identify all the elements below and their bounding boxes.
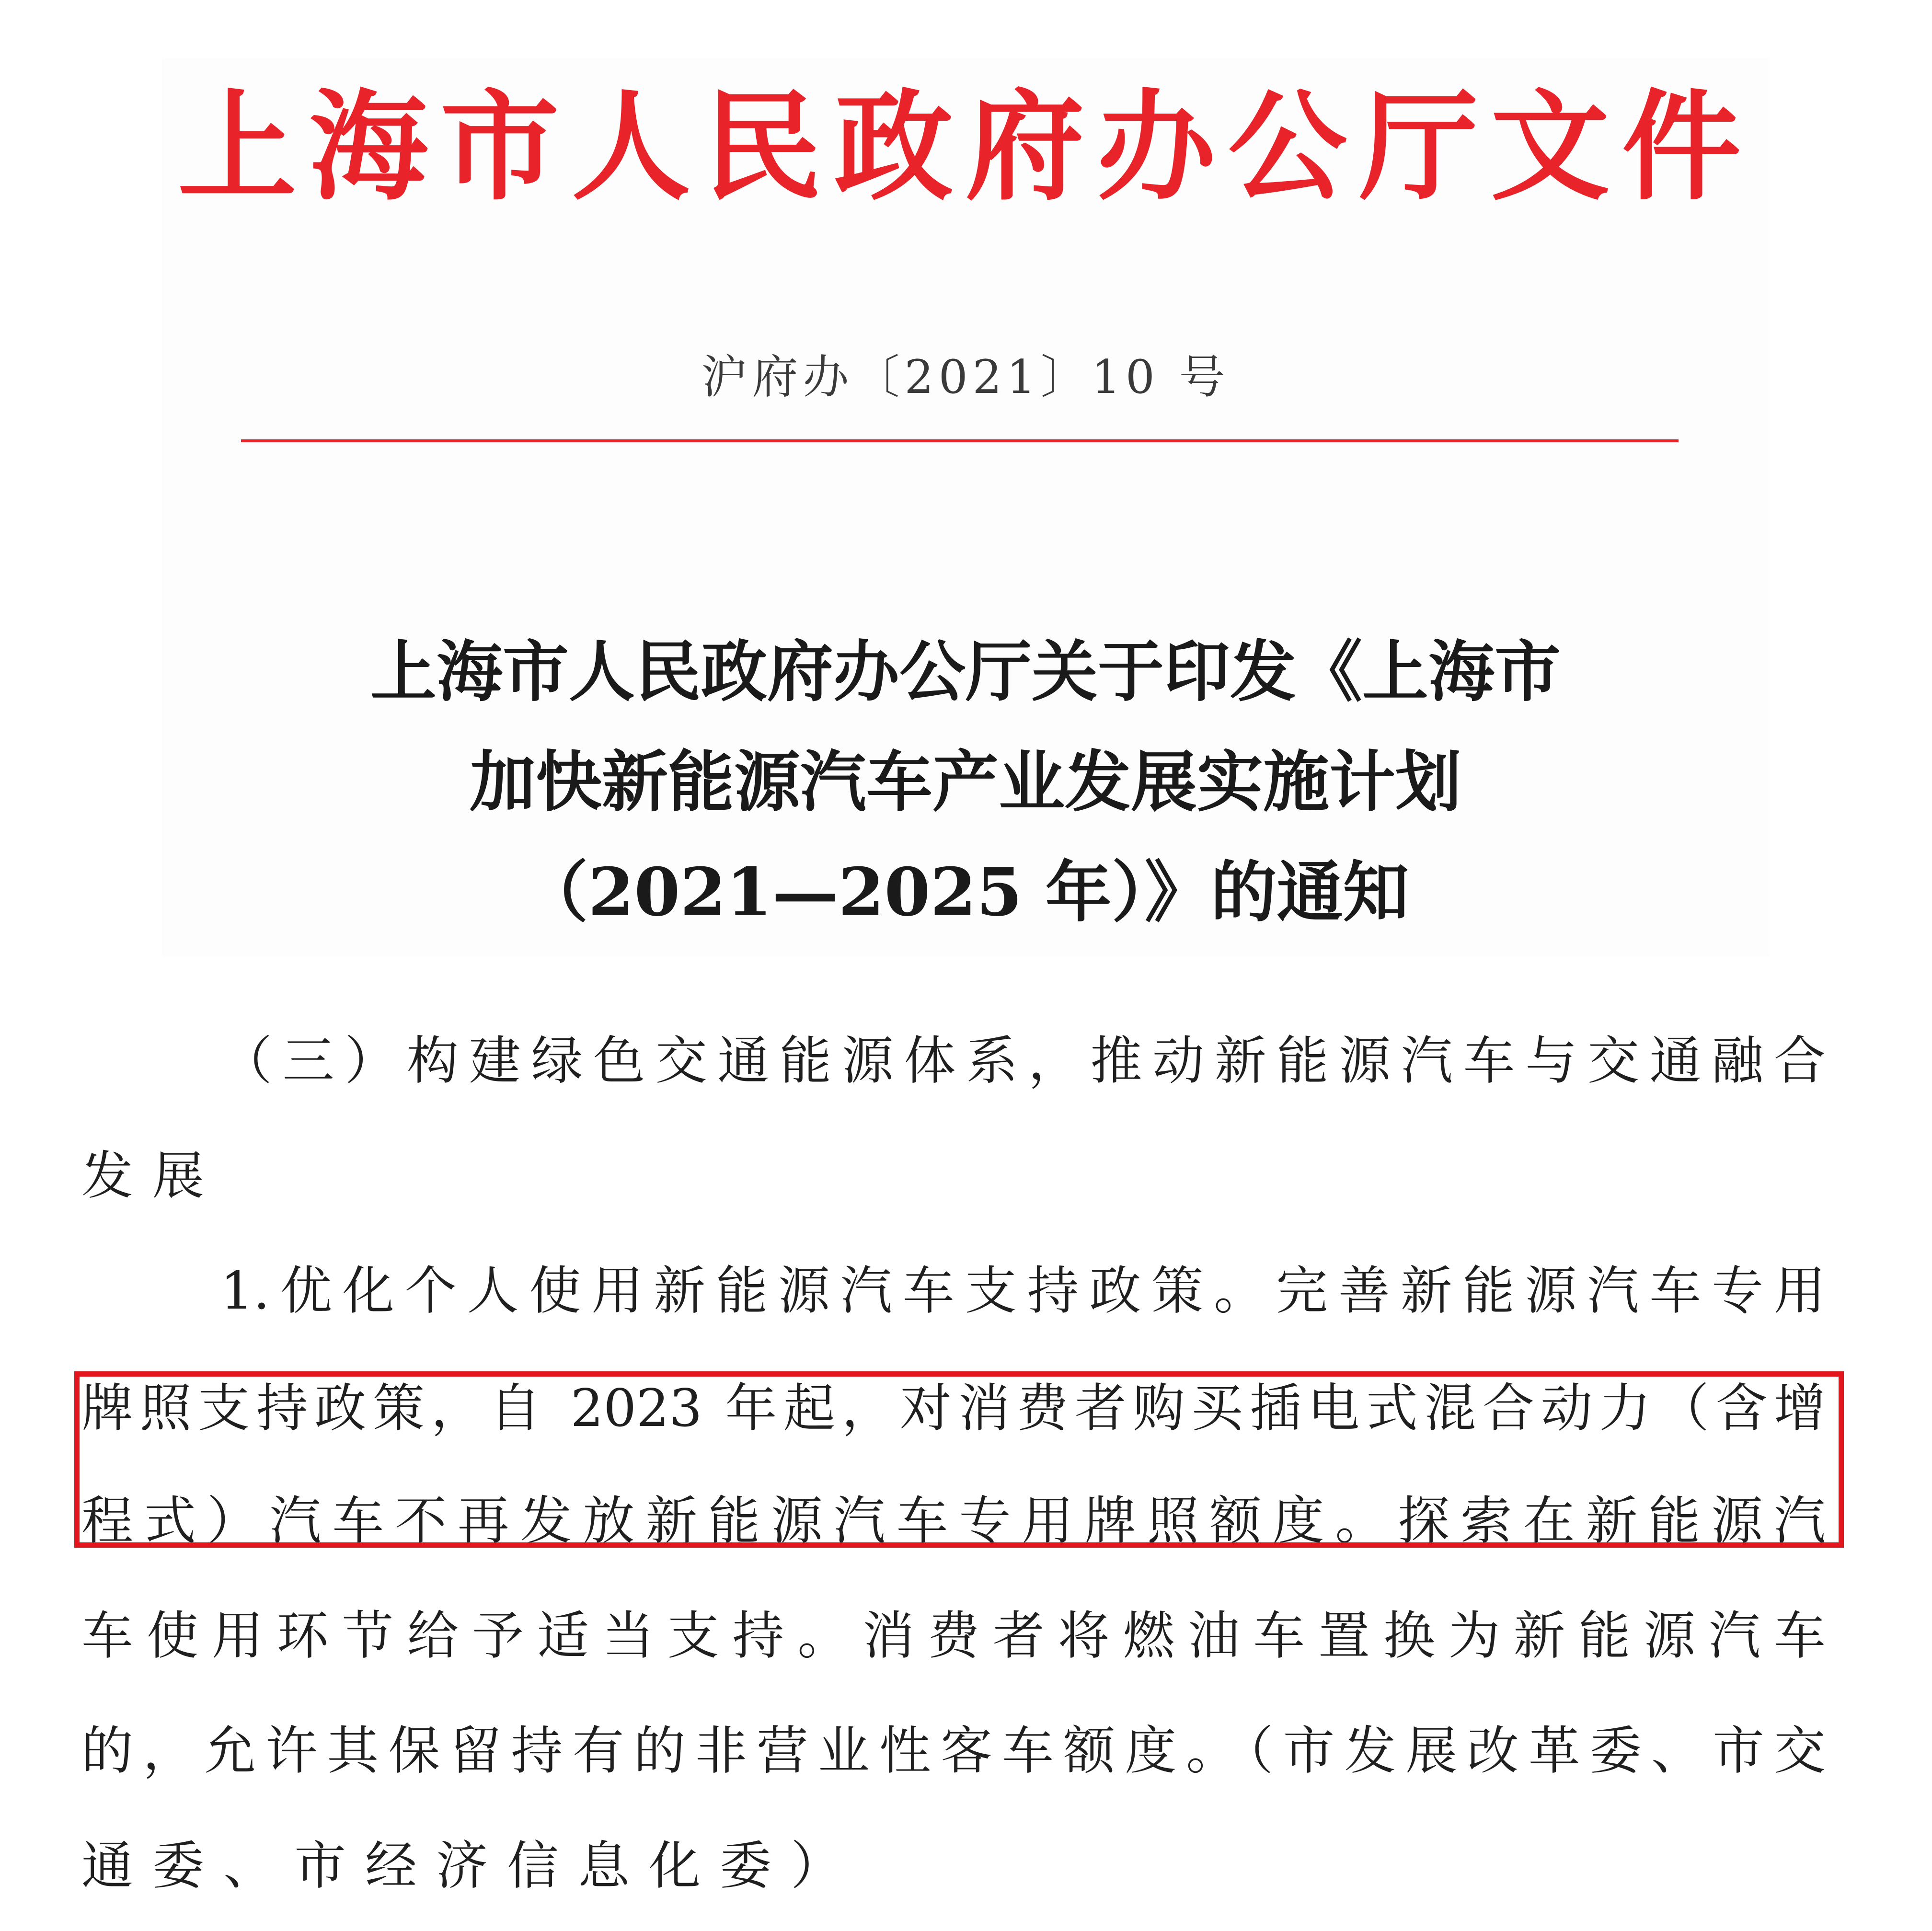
issuer-title: 上海市人民政府办公厅文件 bbox=[178, 77, 1753, 217]
excerpt-line-4: 牌照支持政策，自 2023 年起，对消费者购买插电式混合动力（含增 bbox=[81, 1379, 1826, 1438]
excerpt-line-5: 程式）汽车不再发放新能源汽车专用牌照额度。探索在新能源汽 bbox=[81, 1491, 1826, 1551]
notice-title-line-3: （2021—2025 年）》的通知 bbox=[522, 853, 1409, 931]
excerpt-line-3: 1.优化个人使用新能源汽车支持政策。完善新能源汽车专用 bbox=[220, 1261, 1826, 1321]
notice-title-line-1: 上海市人民政府办公厅关于印发《上海市 bbox=[370, 632, 1561, 711]
excerpt-line-1: （三）构建绿色交通能源体系，推动新能源汽车与交通融合 bbox=[220, 1031, 1826, 1091]
excerpt-line-2: 发展 bbox=[81, 1146, 224, 1206]
red-divider-line bbox=[241, 439, 1679, 442]
excerpt-line-7: 的，允许其保留持有的非营业性客车额度。（市发展改革委、市交 bbox=[81, 1721, 1826, 1781]
red-highlight-box bbox=[74, 1371, 1844, 1548]
notice-title bbox=[162, 617, 1769, 947]
notice-title-line-2: 加快新能源汽车产业发展实施计划 bbox=[469, 743, 1461, 821]
excerpt-line-6: 车使用环节给予适当支持。消费者将燃油车置换为新能源汽车 bbox=[81, 1606, 1826, 1666]
excerpt-line-8: 通委、市经济信息化委） bbox=[81, 1836, 862, 1896]
document-cover-panel bbox=[162, 58, 1769, 957]
document-number: 沪府办〔2021〕10 号 bbox=[701, 350, 1230, 404]
